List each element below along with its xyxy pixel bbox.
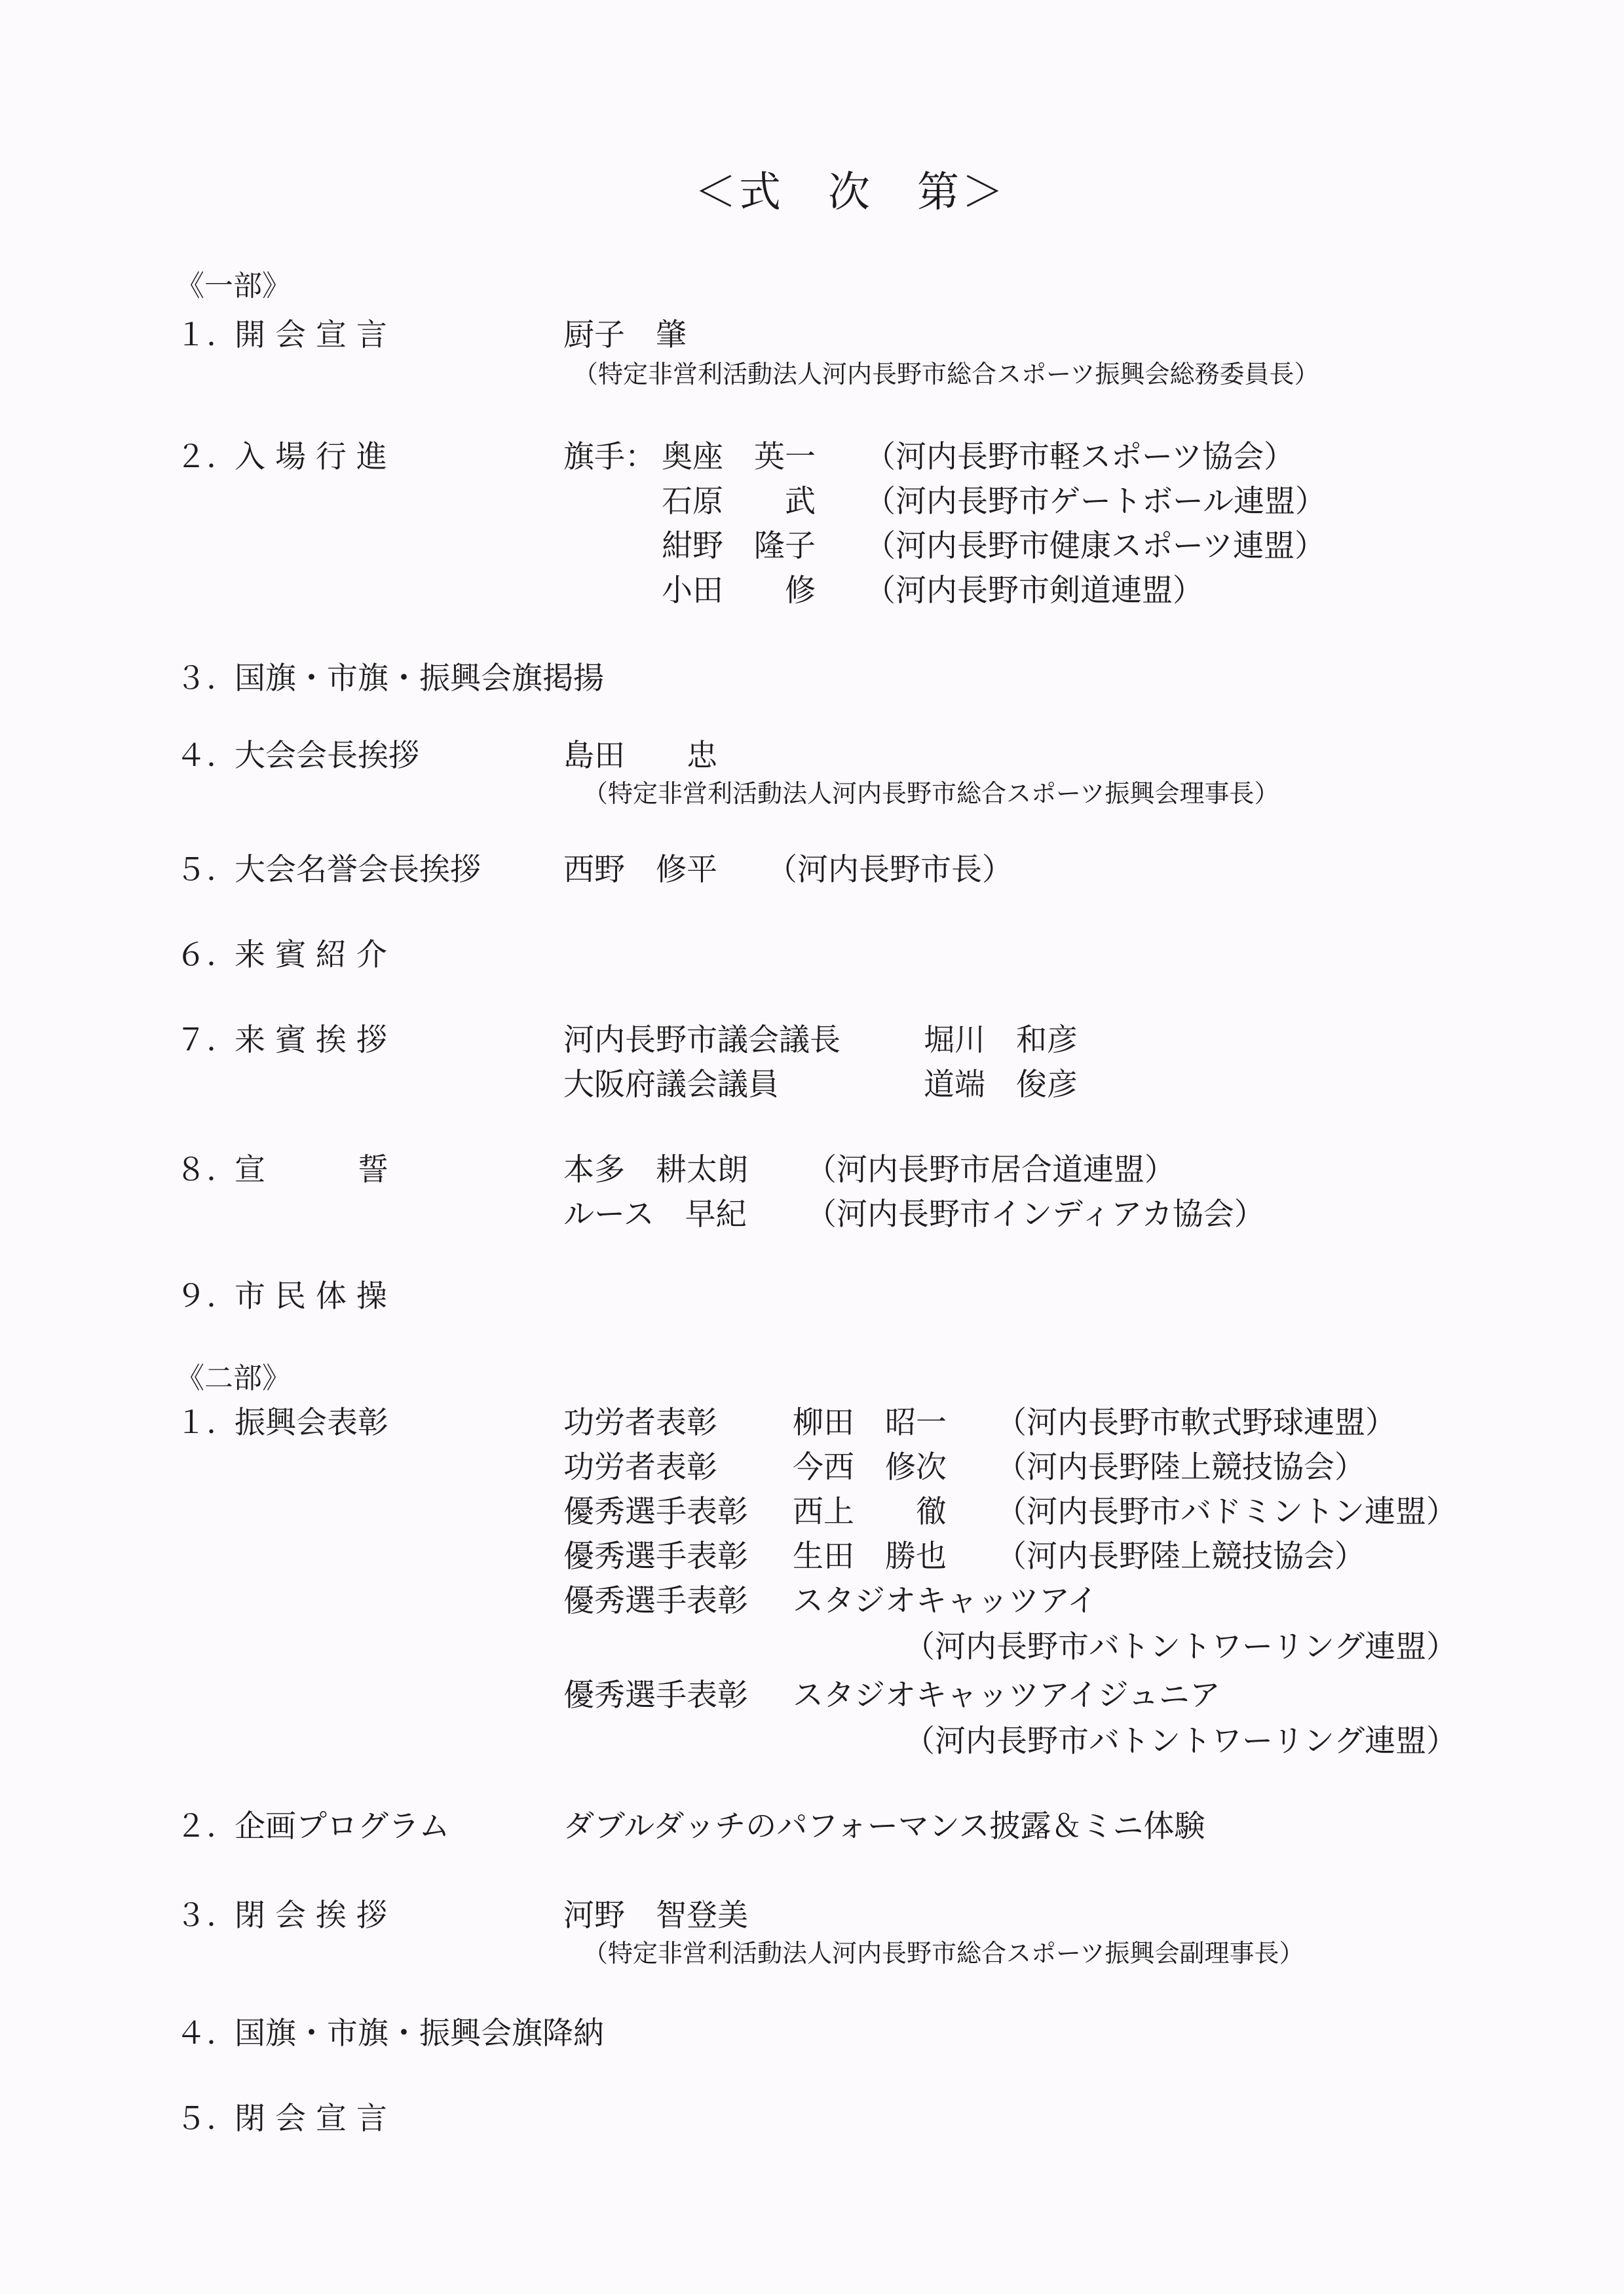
awardee-name: スタジオキャッツアイ	[793, 1583, 1098, 1619]
person-name: 小田 修	[662, 573, 816, 609]
program-item	[176, 852, 481, 888]
item-label: 大会名誉会長挨拶	[235, 852, 481, 888]
award-category: 功労者表彰	[563, 1449, 717, 1485]
person-name: 本多 耕太朗	[563, 1152, 748, 1188]
organization: （河内長野市バトントワーリング連盟）	[904, 1723, 1458, 1759]
program-item	[176, 2101, 387, 2137]
person-title: （特定非営利活動法人河内長野市総合スポーツ振興会総務委員長）	[573, 360, 1319, 389]
person-name: 石原 武	[662, 484, 816, 520]
item-number: ４.	[176, 738, 216, 774]
item-label: 閉 会 宣 言	[235, 2101, 387, 2137]
guest-role: 大阪府議会議員	[563, 1067, 779, 1103]
item-label: 入 場 行 進	[235, 439, 387, 475]
item-label: 国旗・市旗・振興会旗降納	[235, 2016, 604, 2052]
award-category: 優秀選手表彰	[563, 1539, 748, 1575]
item-label: 開 会 宣 言	[235, 317, 387, 353]
award-category: 優秀選手表彰	[563, 1494, 748, 1530]
program-item	[176, 1022, 387, 1058]
person-name: 奥座 英一	[662, 439, 816, 475]
item-number: ８.	[176, 1152, 216, 1188]
item-label: 国旗・市旗・振興会旗掲揚	[235, 660, 604, 697]
item-number: ７.	[176, 1022, 216, 1058]
program-item	[176, 937, 387, 973]
item-number: １.	[176, 317, 216, 353]
person-title: （河内長野市長）	[766, 852, 1013, 888]
section-heading-part2: 《二部》	[176, 1362, 291, 1395]
program-item	[176, 1152, 388, 1188]
section-heading-part1: 《一部》	[176, 269, 291, 303]
awardee-name: スタジオキャッツアイジュニア	[793, 1677, 1220, 1713]
item-label: 大会会長挨拶	[235, 738, 419, 774]
person-name: 道端 俊彦	[924, 1067, 1078, 1103]
item-number: ２.	[176, 1808, 216, 1845]
item-label: 来 賓 挨 拶	[235, 1022, 387, 1058]
flag-bearer-prefix: 旗手：	[563, 439, 656, 475]
page-title: ＜式 次 第＞	[694, 168, 1006, 217]
person-name: 堀川 和彦	[924, 1022, 1078, 1058]
item-number: ４.	[176, 2016, 216, 2052]
program-item	[176, 439, 387, 475]
program-item	[176, 1898, 387, 1934]
item-label: 企画プログラム	[235, 1808, 450, 1845]
person-title: （特定非営利活動法人河内長野市総合スポーツ振興会理事長）	[583, 779, 1279, 808]
award-category: 優秀選手表彰	[563, 1677, 748, 1713]
item-number: ５.	[176, 852, 216, 888]
organization: （河内長野市バドミントン連盟）	[996, 1494, 1458, 1530]
award-category: 優秀選手表彰	[563, 1583, 748, 1619]
guest-role: 河内長野市議会議長	[563, 1022, 840, 1058]
item-number: ９.	[176, 1278, 216, 1314]
person-name: 厨子 肇	[563, 317, 687, 353]
item-label: 市 民 体 操	[235, 1278, 387, 1314]
organization: （河内長野市バトントワーリング連盟）	[904, 1629, 1458, 1665]
item-label: 振興会表彰	[235, 1405, 388, 1441]
item-number: １.	[176, 1405, 216, 1441]
program-description: ダブルダッチのパフォーマンス披露＆ミニ体験	[563, 1808, 1205, 1845]
organization: （河内長野市ゲートボール連盟）	[865, 484, 1327, 520]
program-item	[176, 2016, 604, 2052]
item-label: 宣 誓	[235, 1152, 388, 1188]
awardee-name: 西上 徹	[793, 1494, 947, 1530]
item-number: ６.	[176, 937, 216, 973]
person-name: 島田 忠	[563, 738, 717, 774]
organization: （河内長野市居合道連盟）	[806, 1152, 1175, 1188]
organization: （河内長野市剣道連盟）	[865, 573, 1203, 609]
organization: （河内長野陸上競技協会）	[996, 1449, 1365, 1485]
item-number: ３.	[176, 1898, 216, 1934]
organization: （河内長野市軟式野球連盟）	[996, 1405, 1396, 1441]
program-item	[176, 738, 419, 774]
awardee-name: 柳田 昭一	[793, 1405, 947, 1441]
organization: （河内長野市インディアカ協会）	[806, 1196, 1265, 1233]
awardee-name: 今西 修次	[793, 1449, 947, 1485]
organization: （河内長野市健康スポーツ連盟）	[865, 528, 1326, 564]
program-item	[176, 660, 604, 697]
person-name: 紺野 隆子	[662, 528, 816, 564]
program-item	[176, 1808, 450, 1845]
item-label: 閉 会 挨 拶	[235, 1898, 387, 1934]
program-item	[176, 1405, 388, 1441]
person-name: 西野 修平	[563, 852, 717, 888]
organization: （河内長野陸上競技協会）	[996, 1539, 1365, 1575]
item-label: 来 賓 紹 介	[235, 937, 387, 973]
organization: （河内長野市軽スポーツ協会）	[865, 439, 1295, 475]
program-item	[176, 317, 387, 353]
awardee-name: 生田 勝也	[793, 1539, 947, 1575]
person-name: 河野 智登美	[563, 1898, 748, 1934]
person-title: （特定非営利活動法人河内長野市総合スポーツ振興会副理事長）	[583, 1939, 1304, 1968]
award-category: 功労者表彰	[563, 1405, 717, 1441]
item-number: ２.	[176, 439, 216, 475]
person-name: ルース 早紀	[563, 1196, 747, 1233]
program-item	[176, 1278, 387, 1314]
item-number: ３.	[176, 660, 216, 697]
item-number: ５.	[176, 2101, 216, 2137]
